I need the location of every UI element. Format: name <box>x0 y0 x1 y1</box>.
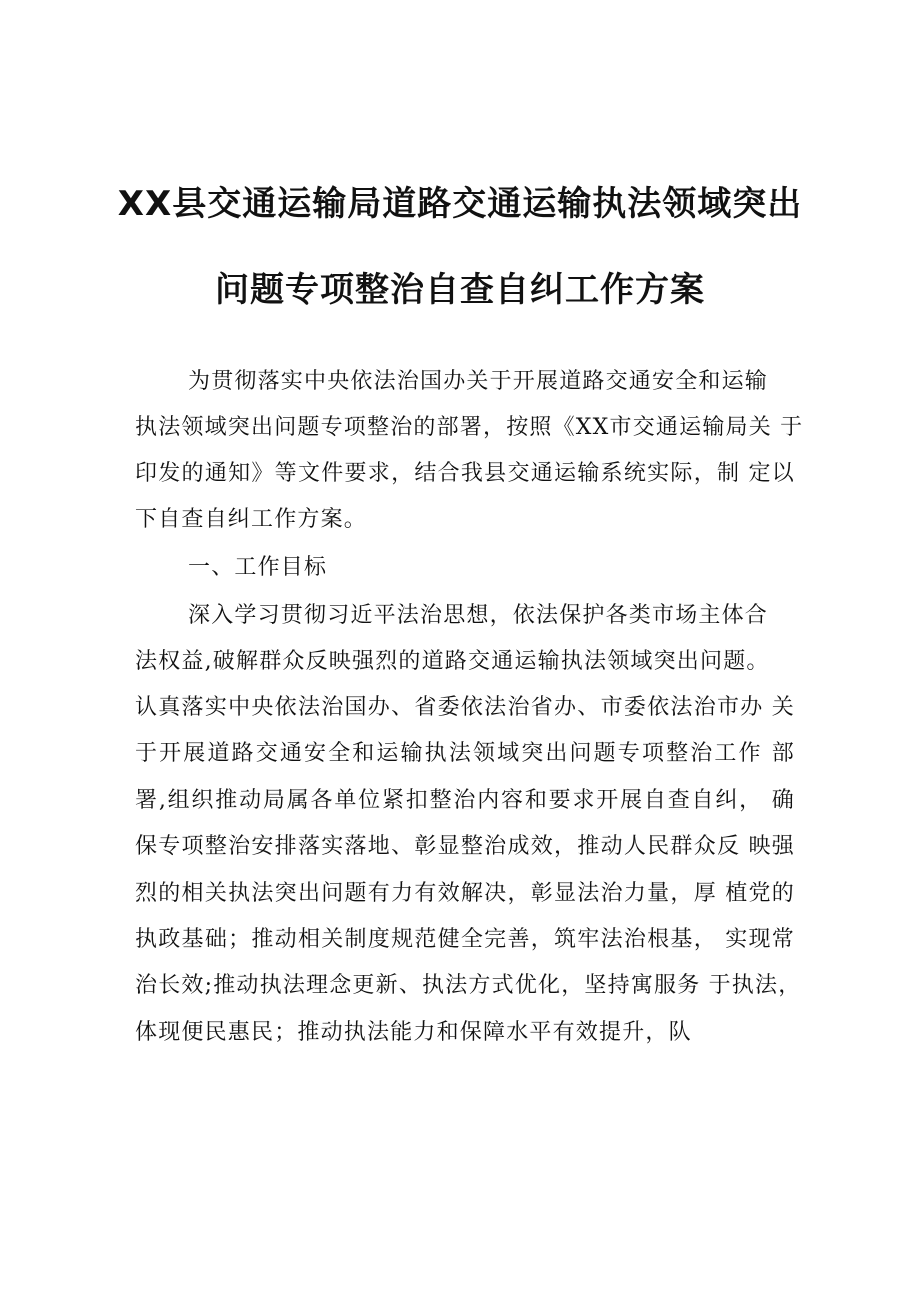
paragraph-2-line-3: 认真落实中央依法治国办、省委依法治省办、市委依法治市办 关 <box>135 695 795 720</box>
section-heading: 一、工作目标 <box>188 555 328 580</box>
paragraph-1-line-1: 为贯彻落实中央依法治国办关于开展道路交通安全和运输 <box>188 369 769 394</box>
paragraph-1-line-4: 下自查自纠工作方案。 <box>135 507 368 532</box>
paragraph-2-line-2: 法权益,破解群众反映强烈的道路交通运输执法领域突出问题。 <box>135 649 770 674</box>
document-title-line-1: XX县交通运输局道路交通运输执法领域突出 <box>117 184 803 224</box>
paragraph-2-line-10: 体现便民惠民；推动执法能力和保障水平有效提升，队 <box>135 1020 692 1045</box>
paragraph-2-line-1: 深入学习贯彻习近平法治思想，依法保护各类市场主体合 <box>188 603 769 628</box>
paragraph-2-line-8: 执政基础；推动相关制度规范健全完善，筑牢法治根基， 实现常 <box>135 927 795 952</box>
paragraph-1-line-2: 执法领域突出问题专项整治的部署，按照《XX市交通运输局关 于 <box>135 415 804 440</box>
paragraph-1-line-3: 印发的通知》等文件要求，结合我县交通运输系统实际，制 定以 <box>135 461 795 486</box>
paragraph-2-line-6: 保专项整治安排落实落地、彰显整治成效，推动人民群众反 映强 <box>135 834 795 859</box>
paragraph-2-line-7: 烈的相关执法突出问题有力有效解决，彰显法治力量，厚 植党的 <box>135 881 795 906</box>
paragraph-2-line-5: 署,组织推动局属各单位紧扣整治内容和要求开展自查自纠， 确 <box>135 788 795 813</box>
paragraph-2-line-9: 治长效;推动执法理念更新、执法方式优化，坚持寓服务 于执法， <box>135 973 802 998</box>
document-title-line-2: 问题专项整治自查自纠工作方案 <box>215 270 705 310</box>
paragraph-2-line-4: 于开展道路交通安全和运输执法领域突出问题专项整治工作 部 <box>135 741 795 766</box>
